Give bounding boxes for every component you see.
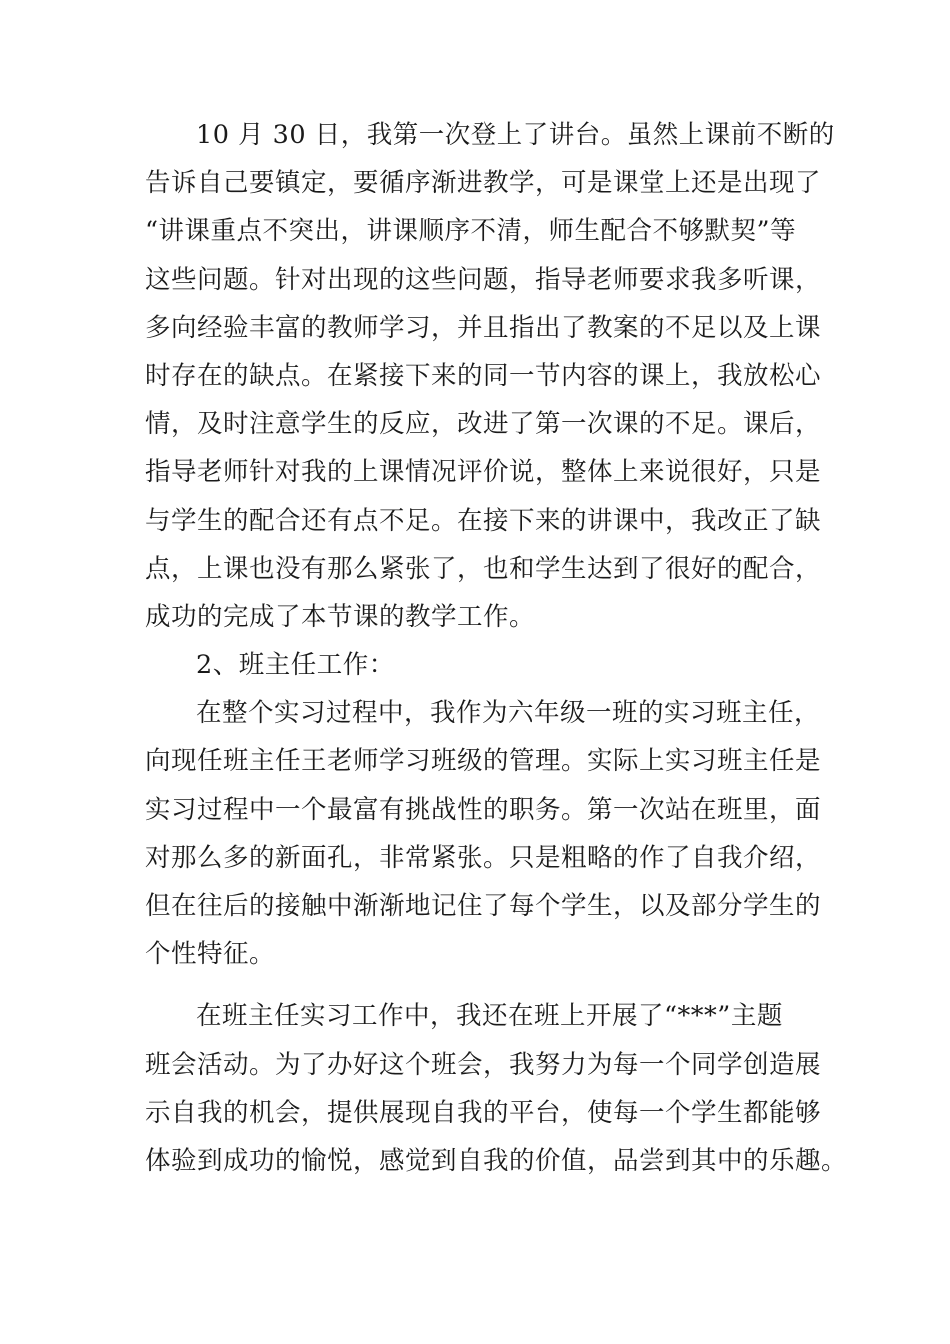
section-heading: 2、班主任工作： bbox=[196, 650, 395, 681]
text-line: 点，上课也没有那么紧张了，也和学生达到了很好的配合， bbox=[145, 553, 822, 584]
text-line: 在班主任实习工作中，我还在班上开展了“***”主题 bbox=[196, 1001, 783, 1032]
paragraph-class-meeting bbox=[145, 992, 848, 1185]
text-line: 但在往后的接触中渐渐地记住了每个学生，以及部分学生的 bbox=[145, 891, 822, 921]
text-line: 成功的完成了本节课的教学工作。 bbox=[145, 601, 536, 632]
text-line: 向现任班主任王老师学习班级的管理。实际上实习班主任是 bbox=[145, 746, 822, 777]
text-line: 在整个实习过程中，我作为六年级一班的实习班主任， bbox=[196, 698, 821, 729]
paragraph-teaching bbox=[145, 111, 835, 641]
text-line: 告诉自己要镇定，要循序渐进教学，可是课堂上还是出现了 bbox=[145, 168, 822, 199]
document-body bbox=[145, 111, 848, 1185]
text-line: 与学生的配合还有点不足。在接下来的讲课中，我改正了缺 bbox=[145, 505, 822, 536]
text-line: “讲课重点不突出，讲课顺序不清，师生配合不够默契”等 bbox=[145, 216, 797, 247]
text-line: 对那么多的新面孔，非常紧张。只是粗略的作了自我介绍， bbox=[145, 842, 822, 873]
text-line: 体验到成功的愉悦，感觉到自我的价值，品尝到其中的乐趣。 bbox=[145, 1145, 848, 1176]
text-line: 情，及时注意学生的反应，改进了第一次课的不足。课后， bbox=[145, 409, 822, 440]
text-line: 实习过程中一个最富有挑战性的职务。第一次站在班里，面 bbox=[145, 794, 822, 825]
text-line: 指导老师针对我的上课情况评价说，整体上来说很好，只是 bbox=[145, 457, 822, 488]
text-line: 班会活动。为了办好这个班会，我努力为每一个同学创造展 bbox=[145, 1049, 822, 1080]
text-line: 10 月 30 日，我第一次登上了讲台。虽然上课前不断的 bbox=[196, 120, 835, 150]
text-line: 个性特征。 bbox=[145, 939, 276, 970]
text-line: 这些问题。针对出现的这些问题，指导老师要求我多听课， bbox=[145, 264, 822, 295]
text-line: 示自我的机会，提供展现自我的平台，使每一个学生都能够 bbox=[145, 1097, 822, 1128]
paragraph-gap bbox=[145, 978, 825, 992]
text-line: 时存在的缺点。在紧接下来的同一节内容的课上，我放松心 bbox=[145, 360, 822, 391]
paragraph-class-teacher bbox=[145, 689, 825, 978]
text-line: 多向经验丰富的教师学习，并且指出了教案的不足以及上课 bbox=[145, 312, 822, 343]
